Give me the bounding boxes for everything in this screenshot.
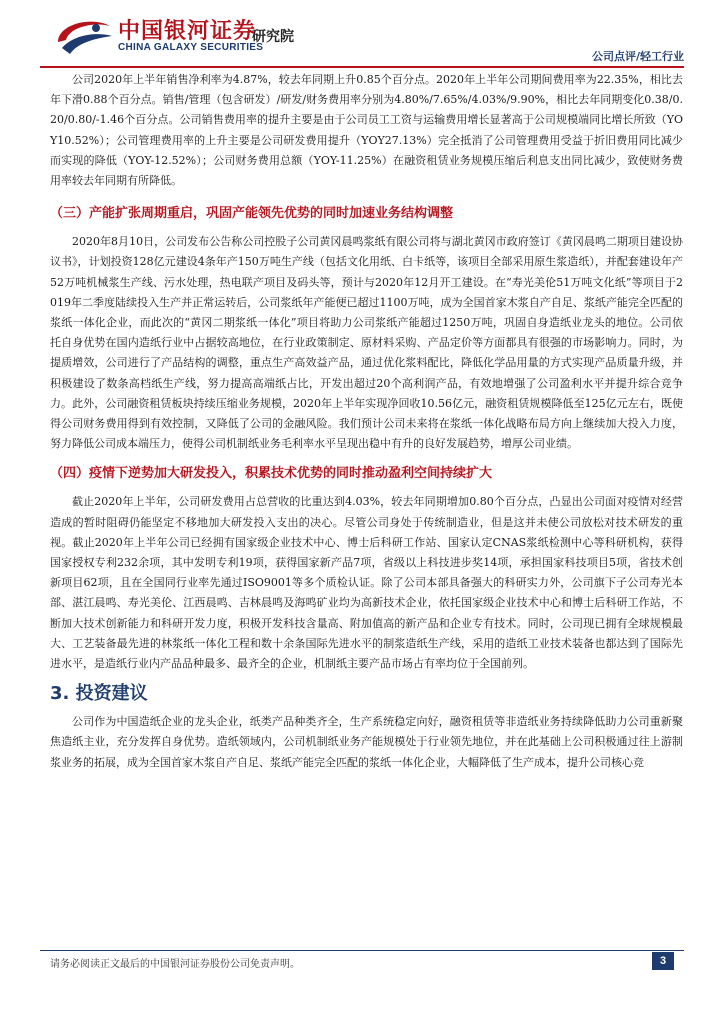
disclaimer-note: 请务必阅读正文最后的中国银河证券股份公司免责声明。 — [50, 959, 300, 970]
paragraph-rd-investment: 截止2020年上半年，公司研发费用占总营收的比重达到4.03%，较去年同期增加0.80个百分点，凸显出公司面对疫情对经营造成的暂时阻碍仍能坚定不移地加大研发投入支出的决心。尽管公司身处于传统制造业，但是这并未使公司放松对技术研发的重视。截止2020年上半年公司已经拥有国家级企业技术中心、博士后科研工作站、国家认定CNAS浆纸检测中心等科研机构，获得国家授权专利232余项，其中发明专利19项，获得国家新产品7项，省级以上科技进步奖14项，承担国家科技项目5项，省技术创新项目62项，且在全国同行业率先通过ISO9001等多个质检认证。除了公司本部具备强大的科研实力外，公司旗下子公司寿光本部、湛江晨鸣、寿光美伦、江西晨鸣、吉林晨鸣及海鸣矿业均为高新技术企业，依托国家级企业技术中心和博士后科研工作站，不断加大技术创新能力和科研开发力度，积极开发科技含量高、附加值高的新产品和企业专有技术。同时，公司现已拥有全球规模最大、工艺装备最先进的林浆纸一体化工程和数十余条国际先进水平的制浆造纸生产线，采用的造纸工业技术装备也都达到了国际先进水平，是造纸行业内产品品种最多、最齐全的企业，机制纸主要产品市场占有率均位于全国前列。 — [50, 495, 683, 671]
brand-name-cn: 中国银河证券 — [118, 19, 257, 44]
paragraph-capacity-expansion: 2020年8月10日，公司发布公告称公司控股子公司黄冈晨鸣浆纸有限公司将与湖北黄冈市政府签订《黄冈晨鸣二期项目建设协议书》，计划投资128亿元建设4条年产150万吨生产线（包括文化用纸、白卡纸等，该项目全部采用原生浆造纸），并配套建设年产52万吨机械浆生产线、污水处理，热电联产项目及码头等，预计与2020年12月开工建设。在“寿光美伦51万吨文化纸”等项目于2019年二季度陆续投入生产并正常运转后，公司浆纸年产能便已超过1100万吨，成为全国首家木浆自产自足、浆纸产能完全匹配的浆纸一体化企业，而此次的“黄冈二期浆纸一体化”项目将助力公司浆纸产能超过1250万吨，巩固自身造纸业龙头的地位。公司依托自身优势在国内造纸行业中占据较高地位，在行业政策制定、原材料采购、产品定价等方面都具有很强的市场影响力。同时，为提质增效，公司进行了产品结构的调整，重点生产高效益产品，通过优化浆料配比，降低化学品用量的方式实现产品质量升级，并积极建设了数条高档纸生产线，努力提高高端纸占比，开发出超过20个高利润产品，有效地增强了公司盈利水平并提升综合竞争力。此外，公司融资租赁板块持续压缩业务规模，2020年上半年实现净回收10.56亿元，融资租赁规模降低至125亿元左右，既使得公司财务费用得到有效控制，又降低了公司的金融风险。我们预计公司未来将在浆纸一体化战略布局方向上继续加大投入力度，努力降低公司成本端压力，使得公司机制纸业务毛利率水平呈现出稳中有升的良好发展趋势，增厚公司业绩。 — [50, 235, 683, 451]
section-heading-investment-advice: 3. 投资建议 — [50, 683, 148, 705]
research-institute-label: 研究院 — [252, 29, 294, 45]
paragraph-investment-advice: 公司作为中国造纸企业的龙头企业，纸类产品种类齐全，生产系统稳定向好，融资租赁等非造纸业务持续降低助力公司重新聚焦造纸主业，充分发挥自身优势。造纸领域内，公司机制纸业务产能规模处于行业领先地位，并在此基础上公司积极通过往上游制浆业务的拓展，成为全国首家木浆自产自足、浆纸产能完全匹配的浆纸一体化企业，大幅降低了生产成本，提升公司核心竞 — [50, 715, 683, 769]
brand-name-en: CHINA GALAXY SECURITIES — [118, 42, 264, 53]
galaxy-logo-icon — [52, 12, 116, 58]
report-category: 公司点评/轻工行业 — [591, 50, 684, 63]
page-number: 3 — [652, 952, 674, 970]
paragraph-expense-ratio: 公司2020年上半年销售净利率为4.87%，较去年同期上升0.85个百分点。2020年上半年公司期间费用率为22.35%，相比去年下滑0.88个百分点。销售/管理（包含研发）/研发/财务费用率分别为4.80%/7.65%/4.03%/9.90%，相比去年同期变化0.38/0.20/0.80/-1.46个百分点。公司销售费用率的提升主要是由于公司员工工资与运输费用增长显著高于公司规模端同比增长所致（YOY10.52%）；公司管理费用率的上升主要是公司研发费用提升（YOY27.13%）完全抵消了公司管理费用受益于折旧费用同比减少而实现的降低（YOY-12.52%）；公司财务费用总额（YOY-11.25%）在融资租赁业务规模压缩后利息支出同比减少，致使财务费用率较去年同期有所降低。 — [50, 73, 683, 188]
footer-divider — [40, 950, 684, 951]
report-header — [0, 0, 724, 66]
subheading-rd-investment: （四）疫情下逆势加大研发投入，积累技术优势的同时推动盈利空间持续扩大 — [50, 466, 493, 482]
report-body — [50, 70, 683, 773]
header-divider — [40, 66, 684, 68]
subheading-capacity-expansion: （三）产能扩张周期重启，巩固产能领先优势的同时加速业务结构调整 — [50, 206, 454, 222]
